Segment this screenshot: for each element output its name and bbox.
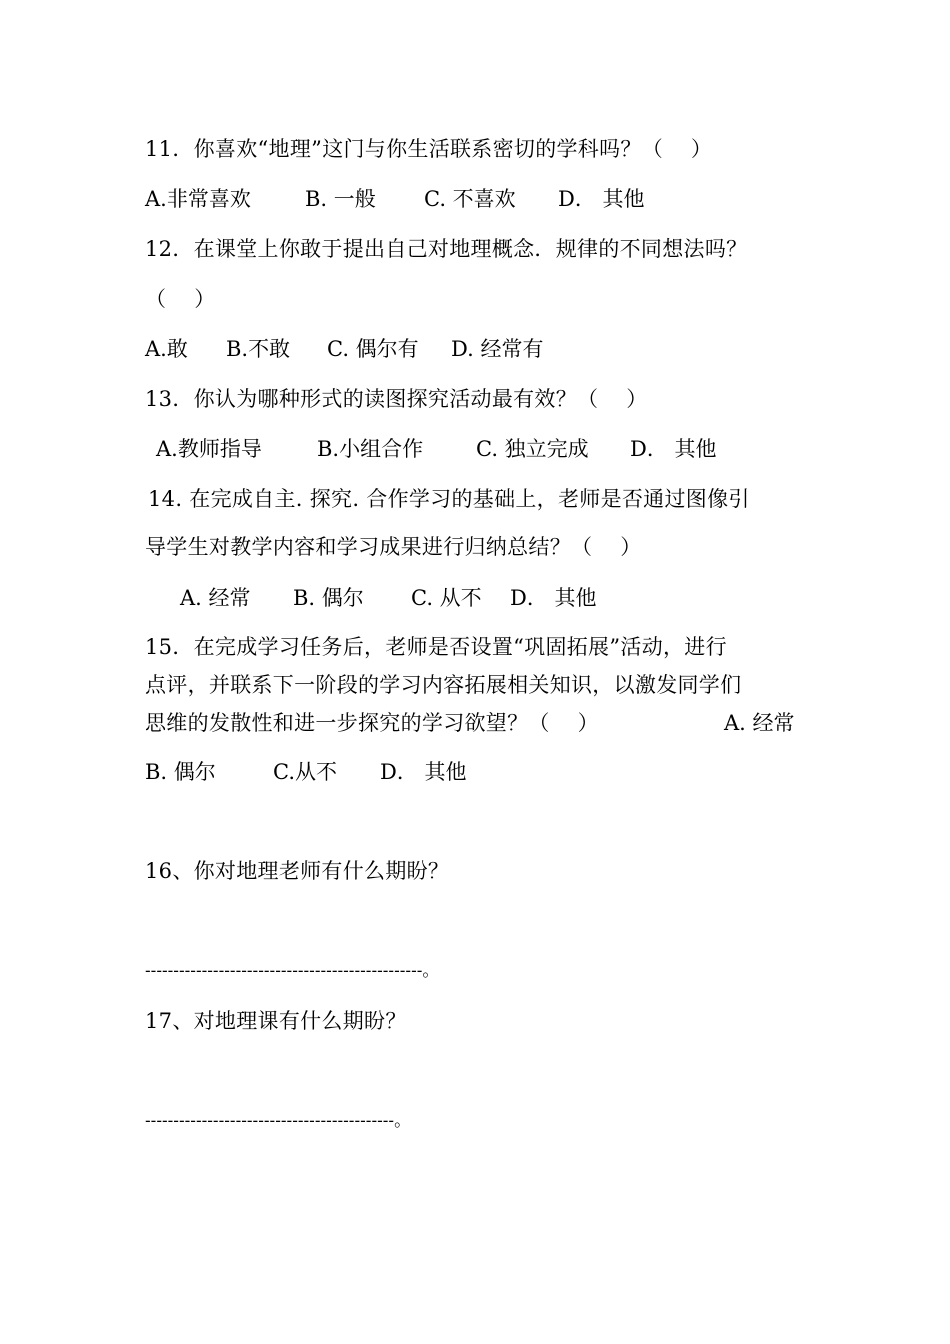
question-12-option-b: B.不敢 bbox=[226, 337, 291, 361]
question-13-option-a: A.教师指导 bbox=[156, 437, 262, 461]
question-12-option-d: D. 经常有 bbox=[451, 337, 544, 361]
question-15-option-d: D． 其他 bbox=[380, 760, 467, 784]
question-13-option-c: C. 独立完成 bbox=[476, 437, 589, 461]
question-17-answer-blank[interactable]: --------------------------------------------。 bbox=[145, 1111, 412, 1130]
question-14-option-c: C. 从不 bbox=[411, 586, 482, 610]
question-14-text-line-2: 导学生对教学内容和学习成果进行归纳总结？（ ） bbox=[145, 535, 642, 559]
question-15-text-line-2: 点评，并联系下一阶段的学习内容拓展相关知识，以激发同学们 bbox=[145, 673, 742, 697]
question-11-option-b: B. 一般 bbox=[305, 187, 376, 211]
question-14-option-a: A. 经常 bbox=[180, 586, 251, 610]
question-14-text-line-1: 14. 在完成自主. 探究. 合作学习的基础上，老师是否通过图像引 bbox=[148, 487, 750, 511]
question-15-option-c: C.从不 bbox=[273, 760, 337, 784]
question-11-option-d: D． 其他 bbox=[558, 187, 645, 211]
question-12-option-a: A.敢 bbox=[145, 337, 188, 361]
question-15-text-line-1: 15．在完成学习任务后，老师是否设置“巩固拓展”活动，进行 bbox=[145, 635, 727, 659]
question-16-text: 16、你对地理老师有什么期盼？ bbox=[145, 859, 450, 883]
question-13-option-b: B.小组合作 bbox=[317, 437, 424, 461]
question-15-text-line-3: 思维的发散性和进一步探究的学习欲望？（ ） bbox=[145, 711, 599, 735]
question-15-option-b: B. 偶尔 bbox=[145, 760, 216, 784]
question-17-text: 17、对地理课有什么期盼？ bbox=[145, 1009, 407, 1033]
question-12-text-line-1: 12．在课堂上你敢于提出自己对地理概念．规律的不同想法吗？ bbox=[145, 237, 748, 261]
question-14-option-d: D． 其他 bbox=[510, 586, 597, 610]
question-11-option-a: A.非常喜欢 bbox=[145, 187, 251, 211]
question-12-option-c: C. 偶尔有 bbox=[327, 337, 419, 361]
question-11-text: 11．你喜欢“地理”这门与你生活联系密切的学科吗？（ ） bbox=[145, 137, 713, 161]
question-15-option-a: A. 经常 bbox=[724, 711, 795, 735]
question-11-option-c: C. 不喜欢 bbox=[424, 187, 516, 211]
question-16-answer-blank[interactable]: -------------------------------------------------。 bbox=[145, 961, 440, 980]
question-13-option-d: D． 其他 bbox=[630, 437, 717, 461]
question-13-text: 13．你认为哪种形式的读图探究活动最有效？（ ） bbox=[145, 387, 648, 411]
question-14-option-b: B. 偶尔 bbox=[293, 586, 364, 610]
question-12-text-line-2: （ ） bbox=[145, 287, 216, 311]
